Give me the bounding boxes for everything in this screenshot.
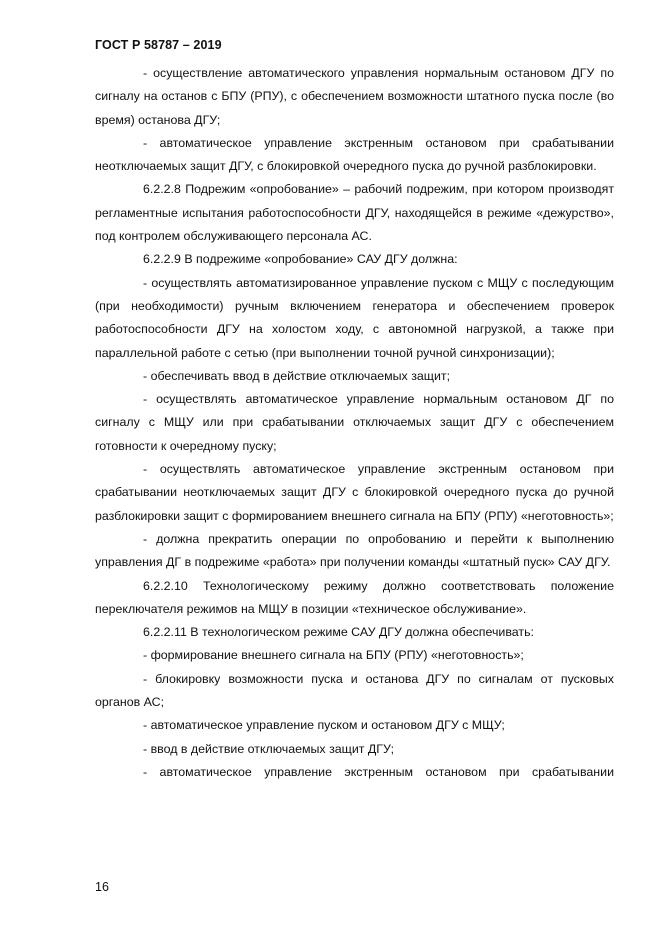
paragraph-item: - формирование внешнего сигнала на БПУ (РПУ) «неготовность»;	[143, 648, 524, 663]
paragraph-item: 6.2.2.11 В технологическом режиме САУ ДГУ должна обеспечивать:	[143, 625, 534, 640]
paragraph-item: - должна прекратить операции по опробованию и перейти к выполнению управления ДГ в подрежиме «работа» при получении команды «штатный пуск» САУ ДГУ.	[95, 531, 614, 570]
paragraph-item: - ввод в действие отключаемых защит ДГУ;	[143, 741, 395, 756]
paragraph-item: - автоматическое управление пуском и остановом ДГУ с МЩУ;	[143, 718, 505, 733]
paragraph-item: 6.2.2.9 В подрежиме «опробование» САУ ДГУ должна:	[143, 252, 458, 267]
paragraph-item: - осуществлять автоматическое управление нормальным остановом ДГ по сигналу с МЩУ или при срабатывании отключаемых защит ДГУ с обеспечением готовности к очередному пуску;	[95, 392, 614, 453]
paragraph-item: - осуществлять автоматическое управление экстренным остановом при срабатывании неотключаемых защит ДГУ с блокировкой очередного пуска до ручной разблокировки защит с формированием внешнего сигнала на БПУ (РПУ) «неготовность»;	[95, 462, 614, 523]
page-number: 16	[95, 880, 109, 894]
paragraph-item: - автоматическое управление экстренным остановом при срабатывании неотключаемых защит ДГУ, с блокировкой очередного пуска до ручной разблокировки.	[95, 135, 614, 174]
document-header: ГОСТ Р 58787 – 2019	[95, 38, 222, 52]
paragraph-item: 6.2.2.10 Технологическому режиму должно соответствовать положение переключателя режимов на МЩУ в позиции «техническое обслуживание».	[95, 578, 614, 616]
paragraph-item: - блокировку возможности пуска и останова ДГУ по сигналам от пусковых органов АС;	[95, 671, 614, 710]
paragraph-item: - автоматическое управление экстренным остановом при срабатывании	[143, 764, 614, 779]
paragraph-item: 6.2.2.8 Подрежим «опробование» – рабочий подрежим, при котором производят регламентные испытания работоспособности ДГУ, находящейся в режиме «дежурство», под контролем обслуживающего персонала АС.	[95, 182, 614, 244]
paragraph-item: - осуществлять автоматизированное управление пуском с МЩУ с последующим (при необходимости) ручным включением генератора и обеспечением проверок работоспособности ДГУ на холостом ходу, с автономной нагрузкой, а также при параллельной работе с сетью (при выполнении точной ручной синхронизации);	[95, 275, 614, 360]
paragraph-item: - осуществление автоматического управления нормальным остановом ДГУ по сигналу на останов с БПУ (РПУ), с обеспечением возможности штатного пуска после (во время) останова ДГУ;	[95, 66, 614, 127]
paragraph-item: - обеспечивать ввод в действие отключаемых защит;	[143, 368, 451, 383]
document-body	[95, 62, 614, 784]
